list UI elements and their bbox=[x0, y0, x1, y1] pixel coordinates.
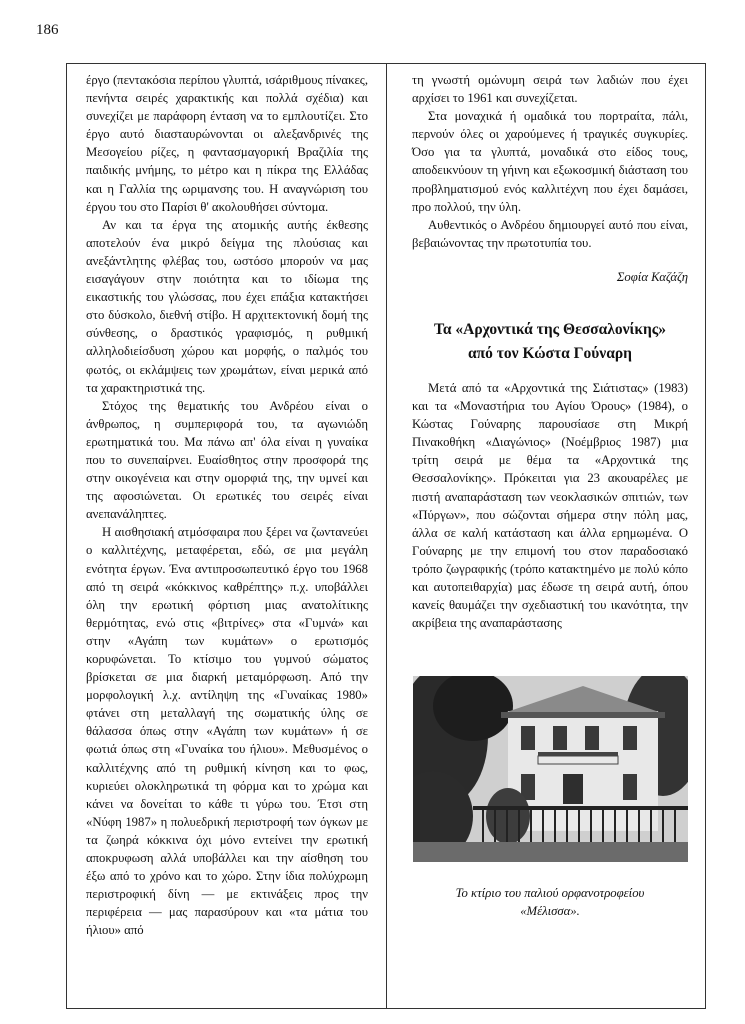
paragraph: Στα μοναχικά ή ομαδικά του πορτραίτα, πάλι, περνούν όλες οι χαρούμενες ή τραγικές συγκυρίες. Όσο για τα γλυπτά, μοναδικά στο είδος τους, αποδεικνύουν τη γήινη και εξωκοσμική διάσταση του προβληματισμού ενός καλλιτέχνη που έχει δαμάσει, προ πολλού, την ύλη. bbox=[412, 109, 688, 214]
left-column bbox=[86, 71, 368, 940]
page-number: 186 bbox=[36, 22, 59, 38]
right-column-body bbox=[412, 379, 688, 632]
paragraph: Η αισθησιακή ατμόσφαιρα που ξέρει να ζωντανεύει ο καλλιτέχνης, μεταφέρεται, εδώ, σε μια μεγάλη ενότητα έργων. Ένα αντιπροσωπευτικό έργο του 1968 από τη σειρά «κόκκινος καθρέπτης» π.χ. υποβάλλει όλη την ερωτική φόρτιση μιας ανατολίτικης θερμότητας, ενώ στις «βιτρίνες» στα «Γυμνά» και στην «Αγάπη των κυμάτων» ο ερωτισμός κορυφώνεται. Το κτίσιμο του γυμνού σώματος βρίσκεται σε μια διαρκή μεταμόρφωση. Από την μορφολογική λ.χ. αντίληψη της «Γυναίκας 1980» φτάνει στη μεταλλαγή της σωματικής ύλης σε θάλασσα όπως στην «Αγάπη των κυμάτων» ή σε φωτιά όπως στη «Γυναίκα του ήλιου». Μεθυσμένος ο καλλιτέχνης από τη ρυθμική κίνηση και το φως, κυριεύει ολοκληρωτικά τη φόρμα και το χρώμα και κάνει να δονείται το κάθε τι γύρω του. Έτσι στη «Νύφη 1987» η πολυεδρική περιστροφή των όγκων με τα ζωηρά κόκκινα όχι μόνο εντείνει την ερωτική αποκρυφωση αλλά υποβάλλει και την αίσθηση του έξω από το χρόνο και το χώρο. Στην ίδια πολύχρωμη περιστροφική δίνη — με εκτινάξεις προς την περιφέρεια — μας παρασύρουν και «τα μάτια του ήλιου» από bbox=[86, 525, 368, 938]
article-title bbox=[400, 318, 700, 366]
article-subtitle-line: από τον Κώστα Γούναρη bbox=[468, 345, 632, 362]
mansion-image bbox=[413, 676, 688, 862]
author-signature: Σοφία Καζάζη bbox=[616, 270, 688, 284]
paragraph: Αν και τα έργα της ατομικής αυτής έκθεσης αποτελούν ένα μικρό δείγμα της πλούσιας και ανεξάντλητης φλέβας του, ωστόσο μπορούν να μας εισαγάγουν στην ποιότητα και το ιδίωμα της εικαστικής του γλώσσας, που έχει επάξια κατακτήσει στο δύσκολο, διεθνή στίβο. Η αρχιτεκτονική δομή της σύνθεσης, ο δραστικός γραφισμός, η ρυθμική αλληλοδιείσδυση χώρου και μορφής, ο παλμός του φωτός, οι εκλάμψεις των χρωμάτων, είναι μερικά από τα χαρακτηριστικά της. bbox=[86, 217, 368, 395]
paragraph: Στόχος της θεματικής του Ανδρέου είναι ο άνθρωπος, η συμπεριφορά του, τα αγωνιώδη ερωτηματικά του. Μα πάνω απ' όλα είναι η γυναίκα που το συνεπαίρνει. Ευαίσθητος στην προσφορά της στην οικογένεια και στην ομορφιά της, την υμνεί και της αφοσιώνεται. Οι ερωτικές του σειρές είναι ανεπανάληπτες. bbox=[86, 398, 368, 522]
column-divider bbox=[386, 63, 387, 1009]
caption-line: «Μέλισσα». bbox=[520, 904, 580, 918]
article-title-line: Τα «Αρχοντικά της Θεσσαλονίκης» bbox=[433, 321, 667, 338]
building-photo bbox=[413, 676, 688, 862]
paragraph: Αυθεντικός ο Ανδρέου δημιουργεί αυτό που είναι, βεβαιώνοντας την πρωτοτυπία του. bbox=[412, 217, 688, 250]
paragraph: τη γνωστή ομώνυμη σειρά των λαδιών που έχει αρχίσει το 1961 και συνεχίζεται. bbox=[412, 73, 688, 106]
right-column-top bbox=[412, 71, 688, 252]
paragraph: έργο (πεντακόσια περίπου γλυπτά, ισάριθμους πίνακες, πενήντα σειρές χαρακτικής και πολλά σχέδια) και συνεχίζει με παράφορη ένταση να το εμπλουτίζει. Στο έργο αυτό διασταυρώνονται οι αλεξανδρινές της Μεσογείου ρίζες, η φαντασμαγορική Βραζιλία της παιδικής μνήμης, το μέτρο και η πίκρα της Ελλάδας και η Γαλλία της ωριμανσης του. Η αναγνώριση του έργου του στο Παρίσι θ' ακολουθήσει σύντομα. bbox=[86, 73, 368, 214]
caption-line: Το κτίριο του παλιού ορφανοτροφείου bbox=[455, 886, 645, 900]
photo-caption bbox=[412, 884, 688, 920]
paragraph: Μετά από τα «Αρχοντικά της Σιάτιστας» (1983) και τα «Μοναστήρια του Αγίου Όρους» (1984), ο Κώστας Γούναρης παρουσίασε στη Μικρή Πινακοθήκη «Διαγώνιος» (Νοέμβριος 1987) μια τρίτη σειρά με θέμα τα «Αρχοντικά της Θεσσαλονίκης». Πρόκειται για 23 ακουαρέλες με πιστή αναπαράσταση των νεοκλασικών σπιτιών, των «Πύργων», που σώζονται σήμερα στην πόλη μας, άλλα σε καλή κατάσταση και άλλα ερημωμένα. Ο Γούναρης με την επιμονή του στον παραδοσιακό τρόπο ζωγραφικής (τρόπο κατακτημένο με πολύ κόπο και αυτοπειθαρχία) μας έδωσε τη σειρά αυτή, όπου κανείς θαυμάζει την σχεδιαστική του ικανότητα, την ακρίβεια της αναπαράστασης bbox=[412, 381, 688, 631]
